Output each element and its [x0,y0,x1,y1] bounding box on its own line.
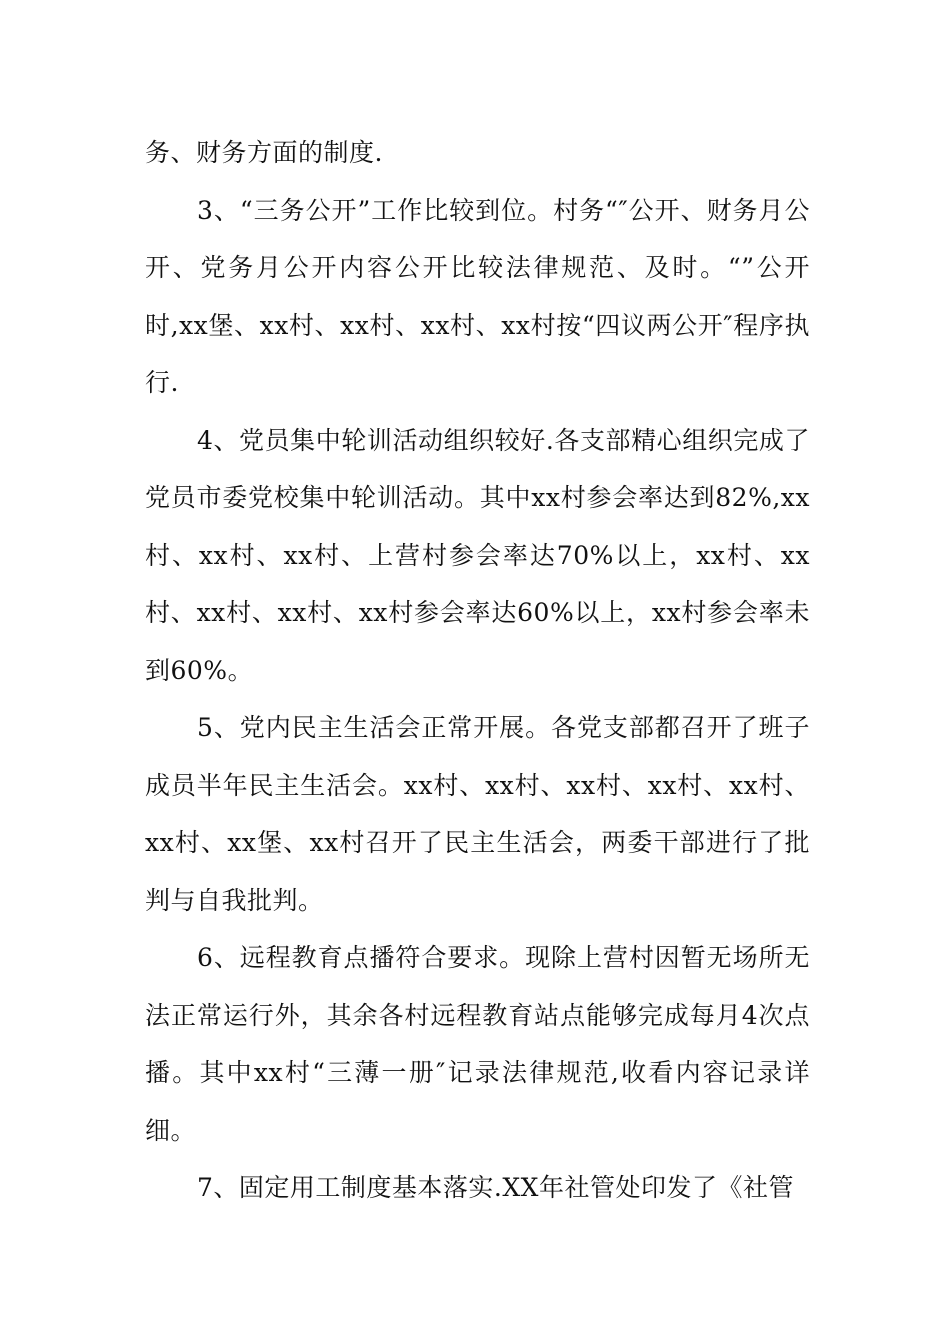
paragraph-item-5: 5、党内民主生活会正常开展。各党支部都召开了班子成员半年民主生活会。xx村、xx村、xx村、xx村、xx村、xx村、xx堡、xx村召开了民主生活会，两委干部进行了批判与自我批判。 [145,713,810,915]
paragraph-item-7: 7、固定用工制度基本落实.XX年社管处印发了《社管 [197,1173,794,1202]
paragraph-item-6: 6、远程教育点播符合要求。现除上营村因暂无场所无法正常运行外，其余各村远程教育站点能够完成每月4次点播。其中xx村“三薄一册″记录法律规范,收看内容记录详细。 [145,943,810,1145]
paragraph-item-3: 3、“三务公开”工作比较到位。村务“″公开、财务月公开、党务月公开内容公开比较法律规范、及时。“”公开时,xx堡、xx村、xx村、xx村、xx村按“四议两公开″程序执行. [145,195,810,397]
paragraph-item-4: 4、党员集中轮训活动组织较好.各支部精心组织完成了党员市委党校集中轮训活动。其中xx村参会率达到82%,xx村、xx村、xx村、上营村参会率达70%以上，xx村、xx村、xx村、xx村、xx村参会率达60%以上，xx村参会率未到60%。 [145,425,810,685]
document-body [145,124,810,1217]
paragraph-continuation: 务、财务方面的制度. [145,138,383,167]
